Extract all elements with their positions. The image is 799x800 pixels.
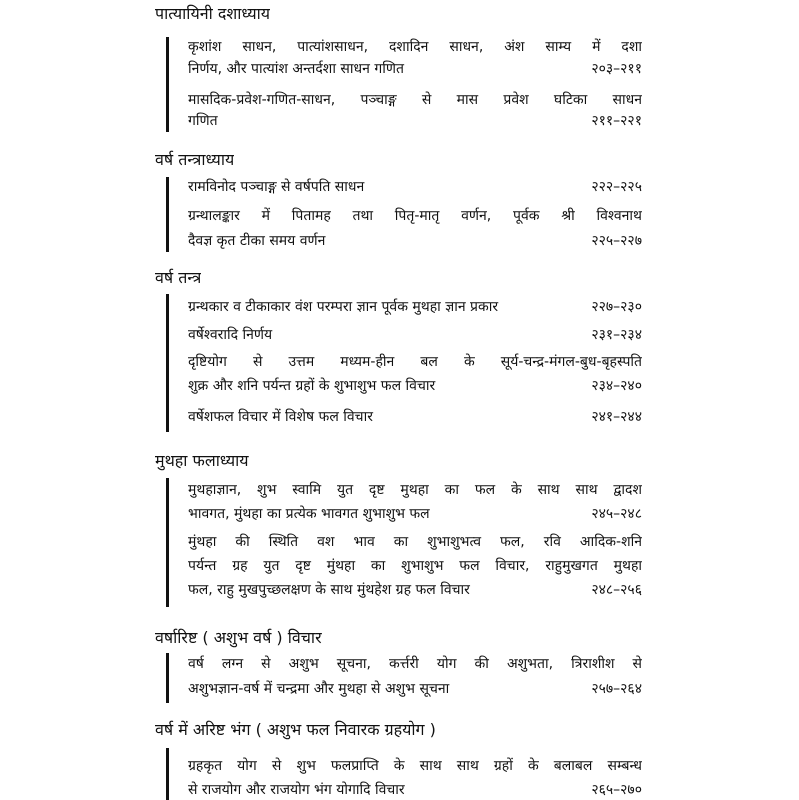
toc-section-heading: वर्ष में अरिष्ट भंग ( अशुभ फल निवारक ग्रहयोग ) — [155, 720, 436, 739]
section-bar — [166, 37, 169, 132]
page-range: २२५–२२७ — [591, 233, 642, 249]
page-range: २४१–२४४ — [591, 409, 642, 425]
toc-entry-line: वर्षेशफल विचार में विशेष फल विचार — [188, 409, 373, 425]
toc-entry-line: ग्रन्थालङ्कार में पितामह तथा पितृ-मातृ वर्णन, पूर्वक श्री विश्वनाथ — [188, 208, 642, 224]
toc-entry-line: मुंथहा की स्थिति वश भाव का शुभाशुभत्व फल, रवि आदिक-शनि — [188, 534, 642, 550]
toc-section-heading: वर्षारिष्ट ( अशुभ वर्ष ) विचार — [155, 628, 322, 647]
section-bar — [166, 478, 169, 607]
toc-entry-line: कृशांश साधन, पात्यांशसाधन, दशादिन साधन, अंश साम्य में दशा — [188, 39, 642, 55]
page-range: २४५–२४८ — [591, 506, 642, 522]
toc-entry-line: से राजयोग और राजयोग भंग योगादि विचार — [188, 782, 405, 798]
page-range: २५७–२६४ — [591, 681, 642, 697]
toc-entry-line: निर्णय, और पात्यांश अन्तर्दशा साधन गणित — [188, 61, 404, 77]
toc-section-heading: पात्यायिनी दशाध्याय — [155, 4, 271, 23]
page-range: २११–२२१ — [591, 113, 642, 129]
toc-entry-line: ग्रन्थकार व टीकाकार वंश परम्परा ज्ञान पूर्वक मुथहा ज्ञान प्रकार — [188, 299, 499, 315]
toc-section-heading: वर्ष तन्त्र — [155, 268, 202, 287]
toc-entry-line: मासदिक-प्रवेश-गणित-साधन, पञ्चाङ्ग से मास प्रवेश घटिका साधन — [188, 92, 642, 108]
page-range: २३४–२४० — [591, 378, 642, 394]
toc-entry-line: दैवज्ञ कृत टीका समय वर्णन — [188, 233, 326, 249]
page-range: २०३–२११ — [591, 61, 642, 77]
toc-entry-line: पर्यन्त ग्रह युत दृष्ट मुंथहा का शुभाशुभ फल विचार, राहुमुखगत मुथहा — [188, 558, 642, 574]
toc-entry-line: शुक्र और शनि पर्यन्त ग्रहों के शुभाशुभ फल विचार — [188, 378, 436, 394]
toc-entry-line: भावगत, मुंथहा का प्रत्येक भावगत शुभाशुभ फल — [188, 506, 430, 522]
toc-entry-line: रामविनोद पञ्चाङ्ग से वर्षपति साधन — [188, 179, 365, 195]
page-range: २६५–२७० — [591, 782, 642, 798]
page-range: २२२–२२५ — [591, 179, 642, 195]
toc-entry-line: ग्रहकृत योग से शुभ फलप्राप्ति के साथ साथ ग्रहों के बलाबल सम्बन्ध — [188, 758, 642, 774]
toc-entry-line: फल, राहु मुखपुच्छलक्षण के साथ मुंथहेश ग्रह फल विचार — [188, 582, 470, 598]
page-range: २२७–२३० — [591, 299, 642, 315]
section-bar — [166, 294, 169, 432]
toc-entry-line: मुथहाज्ञान, शुभ स्वामि युत दृष्ट मुथहा का फल के साथ साथ द्वादश — [188, 482, 642, 498]
section-bar — [166, 177, 169, 252]
toc-entry-line: अशुभज्ञान-वर्ष में चन्द्रमा और मुथहा से अशुभ सूचना — [188, 681, 450, 697]
page-range: २३१–२३४ — [591, 327, 642, 343]
toc-section-heading: वर्ष तन्त्राध्याय — [155, 150, 235, 169]
toc-entry-line: दृष्टियोग से उत्तम मध्यम-हीन बल के सूर्य-चन्द्र-मंगल-बुध-बृहस्पति — [188, 354, 642, 370]
toc-entry-line: वर्ष लग्न से अशुभ सूचना, कर्त्तरी योग की अशुभता, त्रिराशीश से — [188, 656, 642, 672]
toc-entry-line: वर्षेश्वरादि निर्णय — [188, 327, 273, 343]
section-bar — [166, 748, 169, 800]
section-bar — [166, 653, 169, 703]
toc-section-heading: मुथहा फलाध्याय — [155, 451, 249, 470]
toc-entry-line: गणित — [188, 113, 218, 129]
page-range: २४८–२५६ — [591, 582, 642, 598]
